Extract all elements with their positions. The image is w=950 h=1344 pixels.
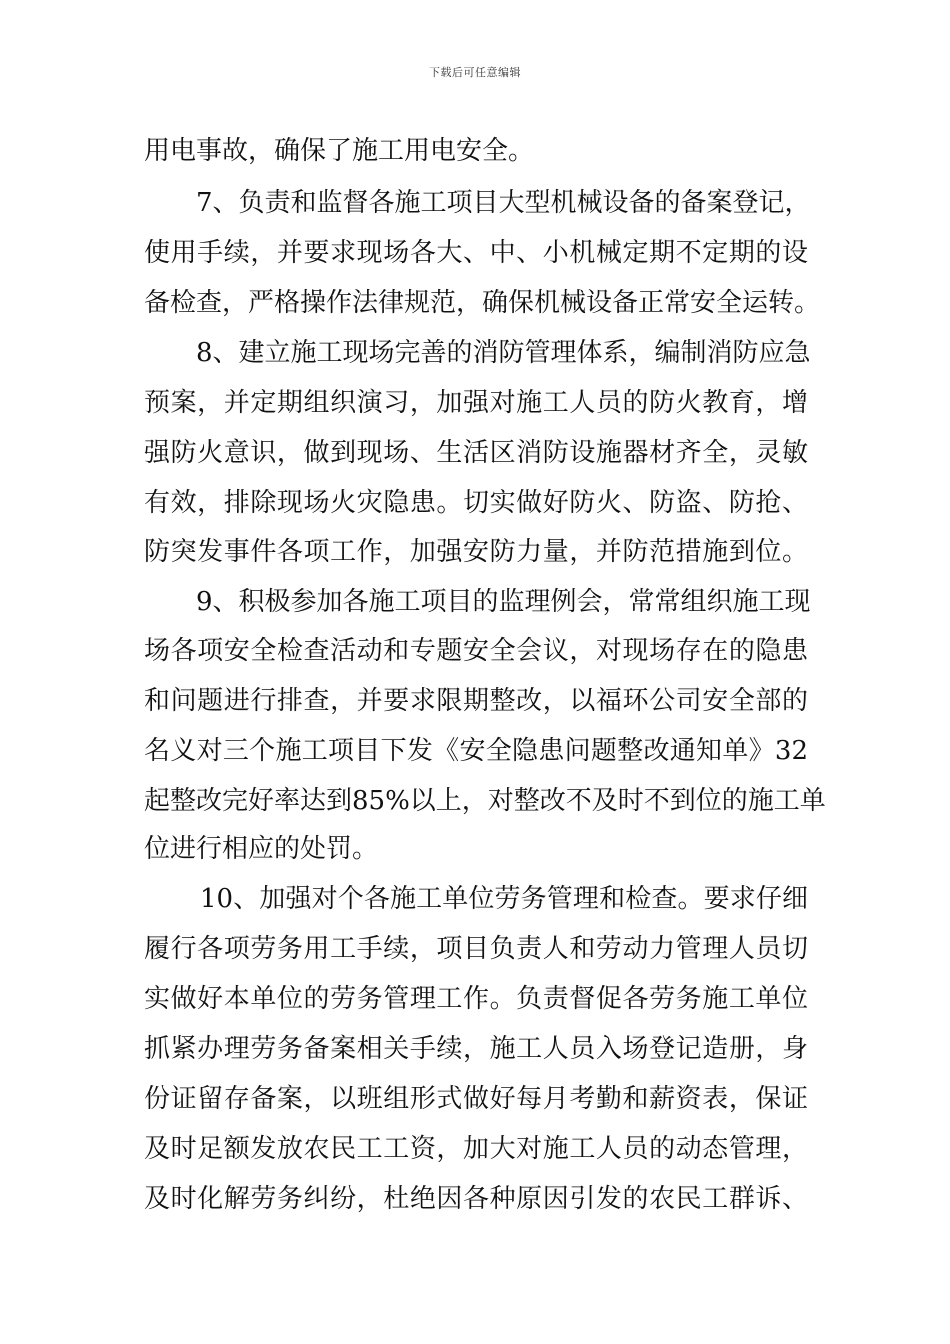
text-line: 备检查，严格操作法律规范，确保机械设备正常安全运转。 — [144, 288, 821, 318]
text-line: 名义对三个施工项目下发《安全隐患问题整改通知单》32 — [144, 736, 808, 766]
text-line: 预案，并定期组织演习，加强对施工人员的防火教育，增 — [144, 388, 808, 418]
page-header: 下载后可任意编辑 — [429, 66, 521, 79]
text-line: 8、建立施工现场完善的消防管理体系，编制消防应急 — [196, 338, 811, 368]
text-line: 位进行相应的处罚。 — [144, 834, 379, 864]
text-line: 9、积极参加各施工项目的监理例会，常常组织施工现 — [196, 587, 811, 617]
text-line: 防突发事件各项工作，加强安防力量，并防范措施到位。 — [144, 537, 808, 567]
text-line: 抓紧办理劳务备案相关手续，施工人员入场登记造册，身 — [144, 1034, 808, 1064]
text-line: 有效，排除现场火灾隐患。切实做好防火、防盗、防抢、 — [144, 488, 808, 518]
text-line: 起整改完好率达到85%以上，对整改不及时不到位的施工单 — [144, 786, 826, 816]
text-line: 和问题进行排查，并要求限期整改，以福环公司安全部的 — [144, 686, 808, 716]
text-line: 份证留存备案，以班组形式做好每月考勤和薪资表，保证 — [144, 1084, 808, 1114]
text-line: 履行各项劳务用工手续，项目负责人和劳动力管理人员切 — [144, 934, 808, 964]
text-line: 及时足额发放农民工工资，加大对施工人员的动态管理， — [144, 1134, 808, 1164]
text-line: 7、负责和监督各施工项目大型机械设备的备案登记， — [196, 188, 811, 218]
text-line: 场各项安全检查活动和专题安全会议，对现场存在的隐患 — [144, 636, 808, 666]
text-line: 及时化解劳务纠纷，杜绝因各种原因引发的农民工群诉、 — [144, 1184, 808, 1214]
text-line: 强防火意识，做到现场、生活区消防设施器材齐全，灵敏 — [144, 438, 808, 468]
text-line: 用电事故，确保了施工用电安全。 — [144, 136, 535, 166]
text-line: 10、加强对个各施工单位劳务管理和检查。要求仔细 — [200, 884, 808, 914]
text-line: 实做好本单位的劳务管理工作。负责督促各劳务施工单位 — [144, 984, 808, 1014]
text-line: 使用手续，并要求现场各大、中、小机械定期不定期的设 — [144, 238, 808, 268]
